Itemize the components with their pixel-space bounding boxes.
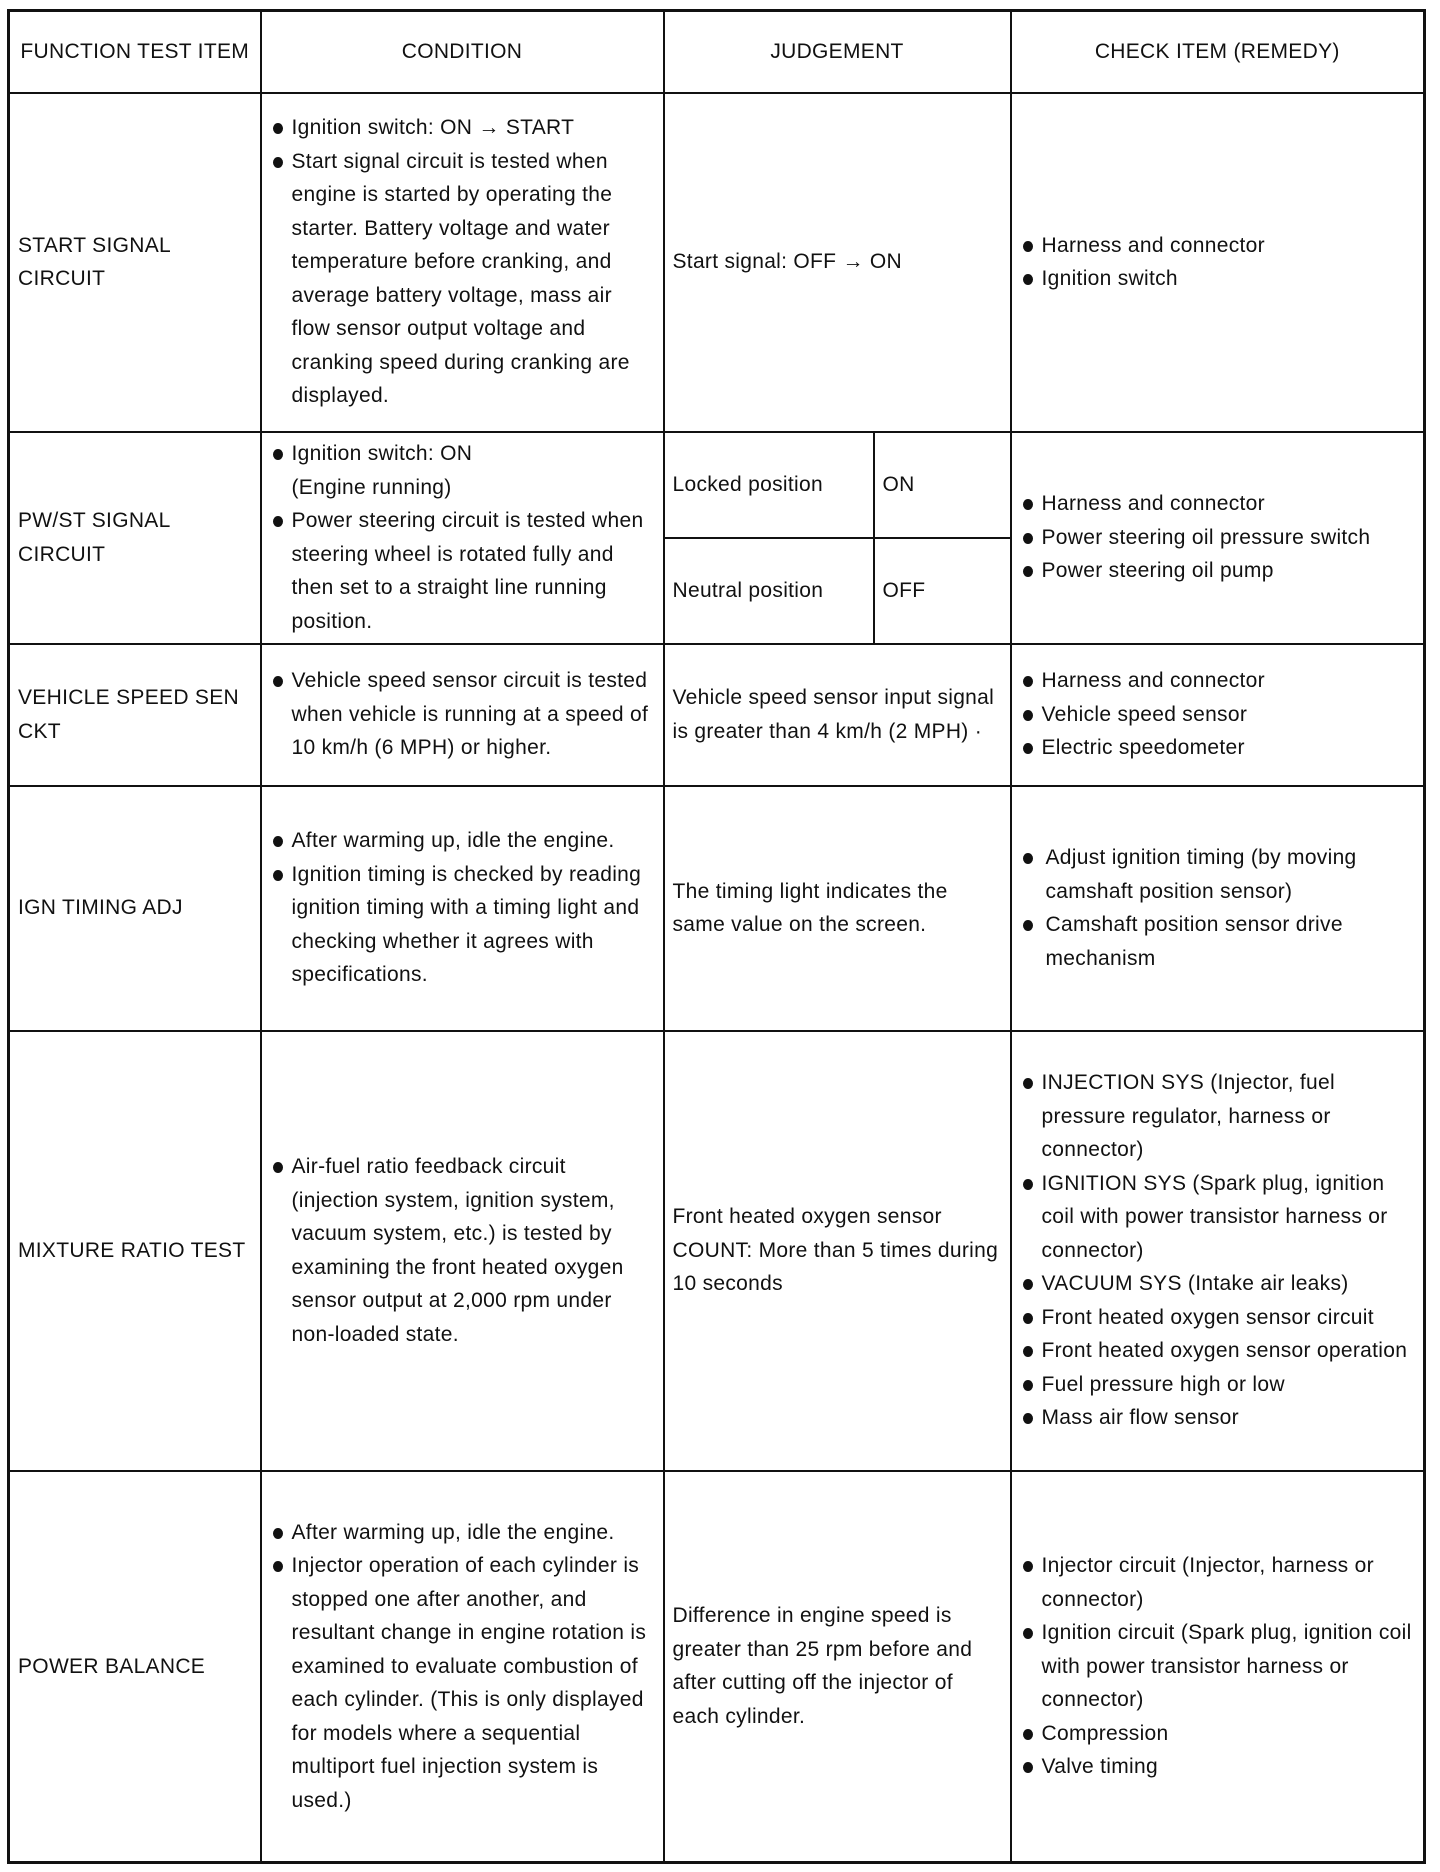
judgement-state: OFF bbox=[874, 538, 1011, 644]
row-condition bbox=[261, 786, 664, 1031]
judgement-state: ON bbox=[874, 432, 1011, 538]
row-check bbox=[1011, 1031, 1425, 1471]
header-item: FUNCTION TEST ITEM bbox=[9, 11, 261, 93]
condition-line: Ignition switch: ON bbox=[291, 442, 473, 465]
check-bullet: Ignition circuit (Spark plug, ignition coil with power transistor harness or connector) bbox=[1020, 1616, 1416, 1717]
check-bullet: Harness and connector bbox=[1020, 229, 1416, 263]
check-bullet: Valve timing bbox=[1020, 1750, 1416, 1784]
check-bullet: Mass air flow sensor bbox=[1020, 1401, 1416, 1435]
row-item: POWER BALANCE bbox=[9, 1471, 261, 1863]
table-row bbox=[9, 786, 1425, 1031]
check-bullet: INJECTION SYS (Injector, fuel pressure regulator, harness or connector) bbox=[1020, 1066, 1416, 1167]
row-check bbox=[1011, 93, 1425, 432]
row-condition bbox=[261, 644, 664, 786]
condition-bullet: After warming up, idle the engine. bbox=[270, 824, 655, 858]
row-condition bbox=[261, 432, 664, 644]
row-item: PW/ST SIGNAL CIRCUIT bbox=[9, 432, 261, 644]
row-check bbox=[1011, 644, 1425, 786]
check-bullet: Power steering oil pump bbox=[1020, 554, 1416, 588]
check-bullet: VACUUM SYS (Intake air leaks) bbox=[1020, 1267, 1416, 1301]
condition-bullet: Air-fuel ratio feedback circuit (injection system, ignition system, vacuum system, etc.) is tested by examining the front heated oxygen sensor output at 2,000 rpm under non-loaded state. bbox=[270, 1150, 655, 1351]
check-bullet: Ignition switch bbox=[1020, 262, 1416, 296]
row-item: VEHICLE SPEED SEN CKT bbox=[9, 644, 261, 786]
condition-bullet: Ignition switch: ON → START bbox=[270, 111, 655, 145]
row-judgement: The timing light indicates the same value on the screen. bbox=[664, 786, 1011, 1031]
function-test-table bbox=[7, 9, 1426, 1864]
judgement-position: Neutral position bbox=[664, 538, 874, 644]
row-condition bbox=[261, 93, 664, 432]
judgement-position: Locked position bbox=[664, 432, 874, 538]
check-bullet: Injector circuit (Injector, harness or connector) bbox=[1020, 1549, 1416, 1616]
condition-bullet: Vehicle speed sensor circuit is tested when vehicle is running at a speed of 10 km/h (6 MPH) or higher. bbox=[270, 664, 655, 765]
check-bullet: Harness and connector bbox=[1020, 487, 1416, 521]
header-judgement: JUDGEMENT bbox=[664, 11, 1011, 93]
function-test-page bbox=[7, 9, 1423, 1861]
row-condition bbox=[261, 1471, 664, 1863]
row-judgement: Difference in engine speed is greater than 25 rpm before and after cutting off the injector of each cylinder. bbox=[664, 1471, 1011, 1863]
check-bullet: Power steering oil pressure switch bbox=[1020, 521, 1416, 555]
row-judgement: Start signal: OFF → ON bbox=[664, 93, 1011, 432]
table-row bbox=[9, 1471, 1425, 1863]
check-bullet: Compression bbox=[1020, 1717, 1416, 1751]
header-row bbox=[9, 11, 1425, 93]
condition-line: (Engine running) bbox=[291, 475, 452, 499]
row-check bbox=[1011, 786, 1425, 1031]
condition-bullet: Ignition timing is checked by reading ignition timing with a timing light and checking whether it agrees with specifications. bbox=[270, 858, 655, 992]
check-bullet: Electric speedometer bbox=[1020, 731, 1416, 765]
table-row bbox=[9, 432, 1425, 538]
check-bullet: Front heated oxygen sensor circuit bbox=[1020, 1301, 1416, 1335]
check-bullet: Harness and connector bbox=[1020, 664, 1416, 698]
check-bullet: Camshaft position sensor drive mechanism bbox=[1020, 908, 1416, 975]
row-item: IGN TIMING ADJ bbox=[9, 786, 261, 1031]
table-row bbox=[9, 644, 1425, 786]
check-bullet: Vehicle speed sensor bbox=[1020, 698, 1416, 732]
condition-bullet: Injector operation of each cylinder is stopped one after another, and resultant change in engine rotation is examined to evaluate combustion of each cylinder. (This is only displayed for models where a sequential multiport fuel injection system is used.) bbox=[270, 1549, 655, 1817]
row-condition bbox=[261, 1031, 664, 1471]
check-bullet: IGNITION SYS (Spark plug, ignition coil with power transistor harness or connector) bbox=[1020, 1167, 1416, 1268]
check-bullet: Adjust ignition timing (by moving camshaft position sensor) bbox=[1020, 841, 1416, 908]
condition-bullet bbox=[270, 437, 655, 504]
table-row bbox=[9, 93, 1425, 432]
check-bullet: Fuel pressure high or low bbox=[1020, 1368, 1416, 1402]
row-judgement: Vehicle speed sensor input signal is greater than 4 km/h (2 MPH) · bbox=[664, 644, 1011, 786]
header-condition: CONDITION bbox=[261, 11, 664, 93]
condition-bullet: Start signal circuit is tested when engine is started by operating the starter. Battery voltage and water temperature before cranking, and average battery voltage, mass air flow sensor output voltage and cranking speed during cranking are displayed. bbox=[270, 145, 655, 413]
row-judgement: Front heated oxygen sensor COUNT: More than 5 times during 10 seconds bbox=[664, 1031, 1011, 1471]
condition-bullet: After warming up, idle the engine. bbox=[270, 1516, 655, 1550]
row-item: MIXTURE RATIO TEST bbox=[9, 1031, 261, 1471]
row-item: START SIGNAL CIRCUIT bbox=[9, 93, 261, 432]
condition-bullet: Power steering circuit is tested when steering wheel is rotated fully and then set to a straight line running position. bbox=[270, 504, 655, 638]
table-row bbox=[9, 1031, 1425, 1471]
row-check bbox=[1011, 1471, 1425, 1863]
check-bullet: Front heated oxygen sensor operation bbox=[1020, 1334, 1416, 1368]
header-check: CHECK ITEM (REMEDY) bbox=[1011, 11, 1425, 93]
row-check bbox=[1011, 432, 1425, 644]
